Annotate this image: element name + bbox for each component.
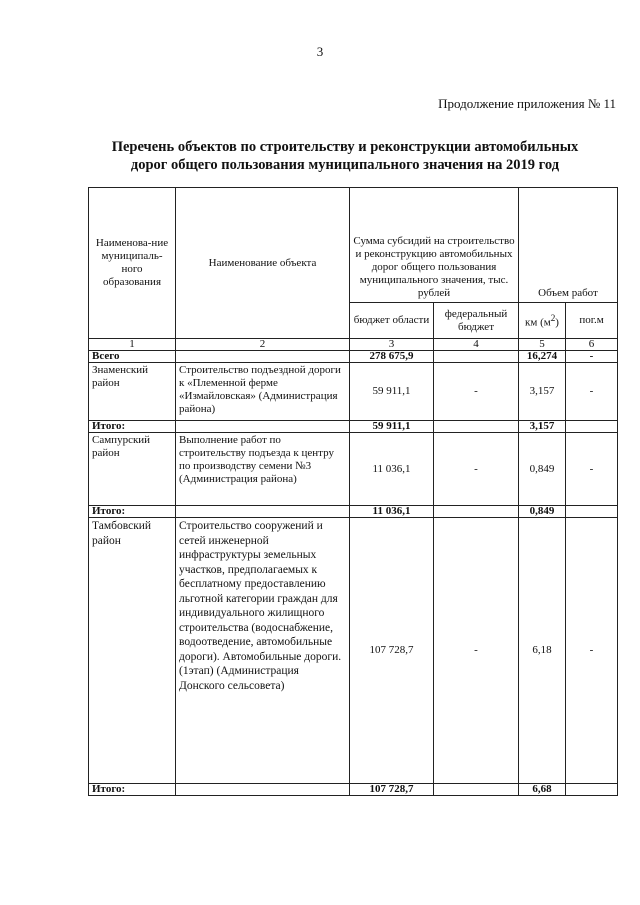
row-object: Выполнение работ по строительству подъезда к центру по производству семени №3 (Администрация района) [176,433,350,506]
subtotal-label: Итого: [89,506,176,518]
header-volume: Объем работ [519,188,618,303]
row-regional: 59 911,1 [350,363,434,421]
empty-cell [176,351,350,363]
subtotal-row [89,421,618,433]
empty-cell [434,506,519,518]
row-object: Строительство подъездной дороги к «Племенной ферме «Измайловская» (Администрация района) [176,363,350,421]
title-line-2: дорог общего пользования муниципального значения на 2019 год [130,157,560,173]
document-title [60,138,630,174]
objects-table [88,187,618,796]
grand-total-label: Всего [89,351,176,363]
table-row [89,518,618,784]
header-pog-m: пог.м [566,303,618,339]
empty-cell [566,784,618,796]
row-federal: - [434,518,519,784]
row-federal: - [434,363,519,421]
subtotal-regional: 107 728,7 [350,784,434,796]
row-object: Строительство сооружений и сетей инженерной инфраструктуры земельных участков, предполагаемых к бесплатному предоставлению льготной категории граждан для индивидуального жилищного строительства (водоснабжение, водоотведение, автомобильные дороги). Автомобильные дороги. (1этап) (Администрация Донского сельсовета) [176,518,350,784]
col-num: 1 [89,339,176,351]
header-regional-budget: бюджет области [350,303,434,339]
grand-total-km: 16,274 [519,351,566,363]
header-municipality: Наименова-ние муниципаль-ного образования [89,188,176,339]
col-num: 5 [519,339,566,351]
row-federal: - [434,433,519,506]
subtotal-row [89,506,618,518]
table-row [89,433,618,506]
row-pog-m: - [566,363,618,421]
subtotal-km: 6,68 [519,784,566,796]
empty-cell [434,351,519,363]
row-pog-m: - [566,433,618,506]
subtotal-regional: 11 036,1 [350,506,434,518]
col-num: 4 [434,339,519,351]
subtotal-label: Итого: [89,421,176,433]
row-km: 0,849 [519,433,566,506]
subtotal-row [89,784,618,796]
subtotal-km: 0,849 [519,506,566,518]
title-line-1: Перечень объектов по строительству и реконструкции автомобильных [111,139,579,155]
header-object: Наименование объекта [176,188,350,339]
empty-cell [176,784,350,796]
empty-cell [176,506,350,518]
row-regional: 11 036,1 [350,433,434,506]
page-number: 3 [316,44,324,59]
empty-cell [566,421,618,433]
empty-cell [566,506,618,518]
column-number-row [89,339,618,351]
subtotal-label: Итого: [89,784,176,796]
col-num: 3 [350,339,434,351]
grand-total-row [89,351,618,363]
grand-total-pog-m: - [566,351,618,363]
empty-cell [434,421,519,433]
empty-cell [176,421,350,433]
header-row [89,188,618,303]
row-km: 6,18 [519,518,566,784]
row-regional: 107 728,7 [350,518,434,784]
row-municipality: Знаменский район [89,363,176,421]
row-municipality: Сампурский район [89,433,176,506]
grand-total-regional: 278 675,9 [350,351,434,363]
empty-cell [434,784,519,796]
subtotal-km: 3,157 [519,421,566,433]
header-km: км $(м^2)$ [519,303,566,339]
subtotal-regional: 59 911,1 [350,421,434,433]
row-km: 3,157 [519,363,566,421]
row-pog-m: - [566,518,618,784]
header-federal-budget: федеральный бюджет [434,303,519,339]
appendix-note: Продолжение приложения № 11 [438,96,616,111]
header-subsidy: Сумма субсидий на строительство и реконструкцию автомобильных дорог общего пользования муниципального значения, тыс. рублей [350,188,519,303]
table-row [89,363,618,421]
col-num: 6 [566,339,618,351]
row-municipality: Тамбовский район [89,518,176,784]
col-num: 2 [176,339,350,351]
